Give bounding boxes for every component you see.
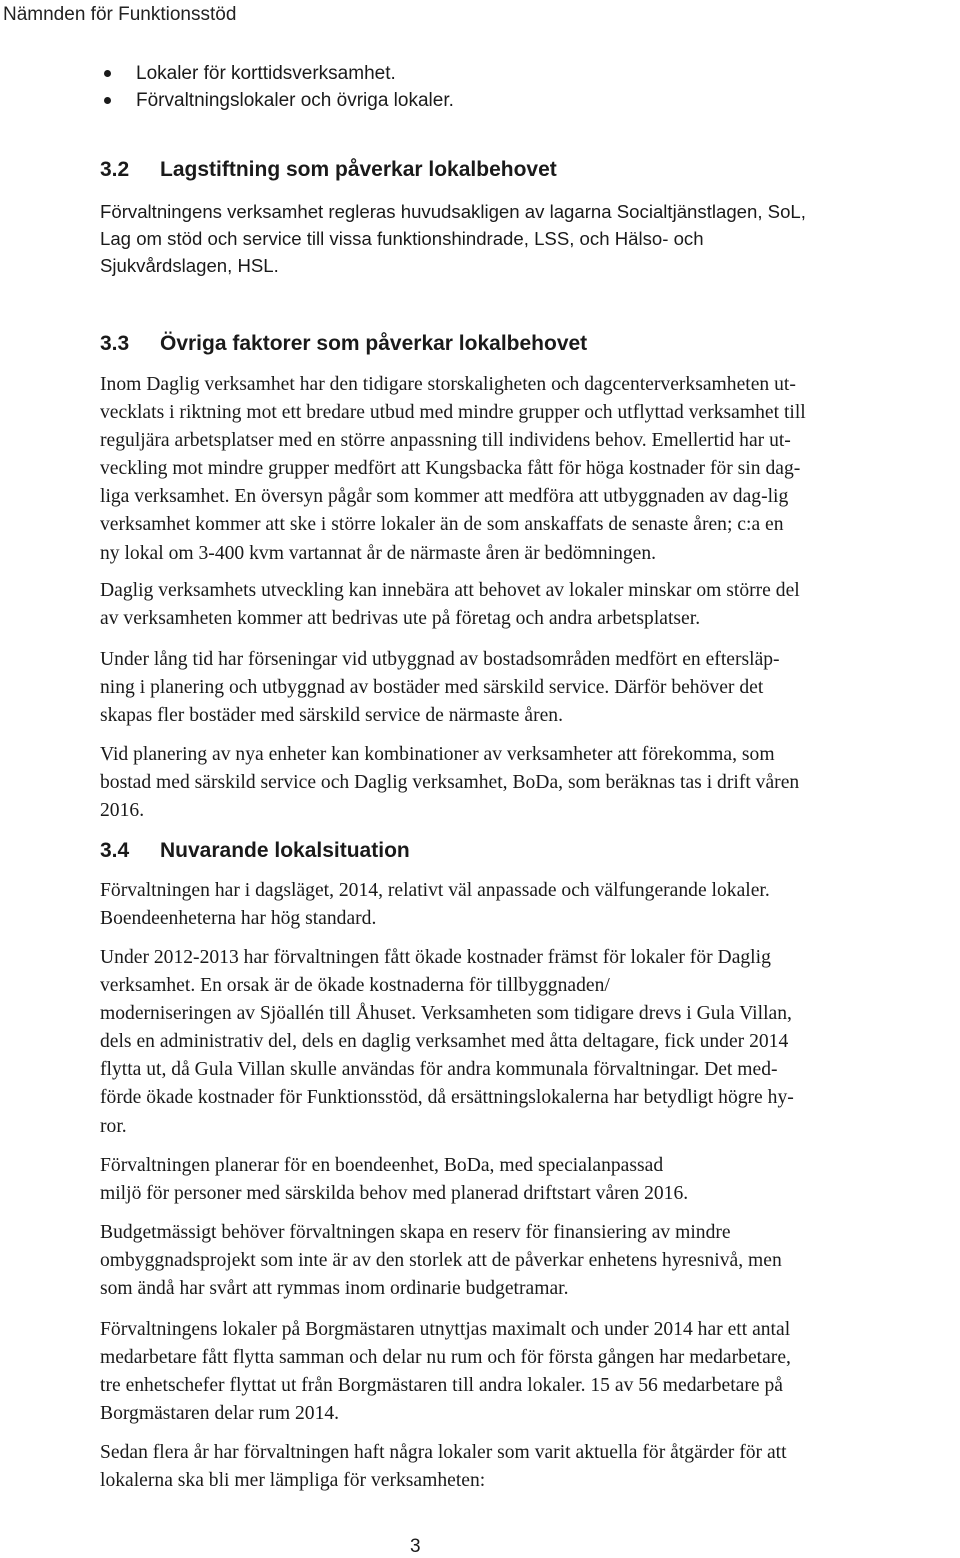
paragraph: Vid planering av nya enheter kan kombinationer av verksamheter att förekomma, som bostad med särskild service och Daglig verksamhet, BoDa, som beräknas tas i drift våren 2016. (100, 744, 800, 822)
list-item-text: Förvaltningslokaler och övriga lokaler. (136, 90, 454, 111)
section-title: Lagstiftning som påverkar lokalbehovet (160, 158, 557, 181)
paragraph: Förvaltningens lokaler på Borgmästaren utnyttjas maximalt och under 2014 har ett antal medarbetare fått flytta samman och delar nu rum och för första gången har medarbetare, tre enhetschefer flyttat ut från Borgmästaren till andra lokaler. 15 av 56 medarbetare på Borgmästaren delar rum 2014. (100, 1319, 791, 1425)
bullet-list (100, 60, 454, 114)
paragraph: Under 2012-2013 har förvaltningen fått ökade kostnader främst för lokaler för Daglig verksamhet. En orsak är de ökade kostnaderna för tillbyggnaden/ moderniseringen av Sjöallén till Åhuset. Verksamheten som tidigare drevs i Gula Villan, dels en administrativ del, dels en daglig verksamhet med åtta deltagare, fick under 2014 flytta ut, då Gula Villan skulle användas för andra kommunala förvaltningar. Det med- förde ökade kostnader för Funktionsstöd, då ersättningslokalerna har betydligt högre hy- ror. (100, 947, 794, 1137)
section-heading-3-2 (100, 156, 557, 184)
section-number: 3.2 (100, 158, 130, 181)
running-header: Nämnden för Funktionsstöd (3, 4, 237, 25)
bullet-icon (104, 97, 111, 104)
section-title: Övriga faktorer som påverkar lokalbehovet (160, 332, 588, 355)
section-heading-3-3 (100, 330, 587, 358)
paragraph: Förvaltningen planerar för en boendeenhet, BoDa, med specialanpassad miljö för personer med särskilda behov med planerad driftstart våren 2016. (100, 1155, 689, 1205)
paragraph: Budgetmässigt behöver förvaltningen skapa en reserv för finansiering av mindre ombyggnadsprojekt som inte är av den storlek att de påverkar enhetens hyresnivå, men som ändå har svårt att rymmas inom ordinarie budgetramar. (100, 1222, 782, 1300)
section-number: 3.4 (100, 839, 130, 862)
paragraph: Inom Daglig verksamhet har den tidigare storskaligheten och dagcenterverksamheten ut- vecklats i riktning mot ett bredare utbud med mindre grupper och utflyttad verksamhet till reguljära arbetsplatser med en större anpassning till individens behov. Emellertid har ut- veckling mot mindre grupper medfört att Kungsbacka fått för höga kostnader för sin dag- liga verksamhet. En översyn pågår som kommer att medföra att utbyggnaden av dag-lig verksamhet kommer att ske i större lokaler än de som anskaffats de senaste åren; c:a en ny lokal om 3-400 kvm vartannat år de närmaste åren är bedömningen. (100, 374, 806, 564)
list-item (100, 60, 454, 87)
paragraph: Under lång tid har förseningar vid utbyggnad av bostadsområden medfört en eftersläp- ning i planering och utbyggnad av bostäder med särskild service. Därför behöver det skapas fler bostäder med särskild service de närmaste åren. (100, 649, 780, 727)
list-item (100, 87, 454, 114)
list-item-text: Lokaler för korttidsverksamhet. (136, 63, 396, 84)
section-heading-3-4 (100, 837, 410, 865)
bullet-icon (104, 70, 111, 77)
section-number: 3.3 (100, 332, 130, 355)
paragraph: Sedan flera år har förvaltningen haft några lokaler som varit aktuella för åtgärder för att lokalerna ska bli mer lämpliga för verksamheten: (100, 1442, 787, 1492)
page-number: 3 (410, 1536, 421, 1557)
paragraph: Förvaltningen har i dagsläget, 2014, relativt väl anpassade och välfungerande lokaler. Boendeenheterna har hög standard. (100, 880, 770, 930)
paragraph: Förvaltningens verksamhet regleras huvudsakligen av lagarna Socialtjänstlagen, SoL, Lag om stöd och service till vissa funktionshindrade, LSS, och Hälso- och Sjukvårdslagen, HSL. (100, 201, 806, 276)
section-title: Nuvarande lokalsituation (160, 839, 410, 862)
paragraph: Daglig verksamhets utveckling kan innebära att behovet av lokaler minskar om större del av verksamheten kommer att bedrivas ute på företag och andra arbetsplatser. (100, 580, 800, 630)
